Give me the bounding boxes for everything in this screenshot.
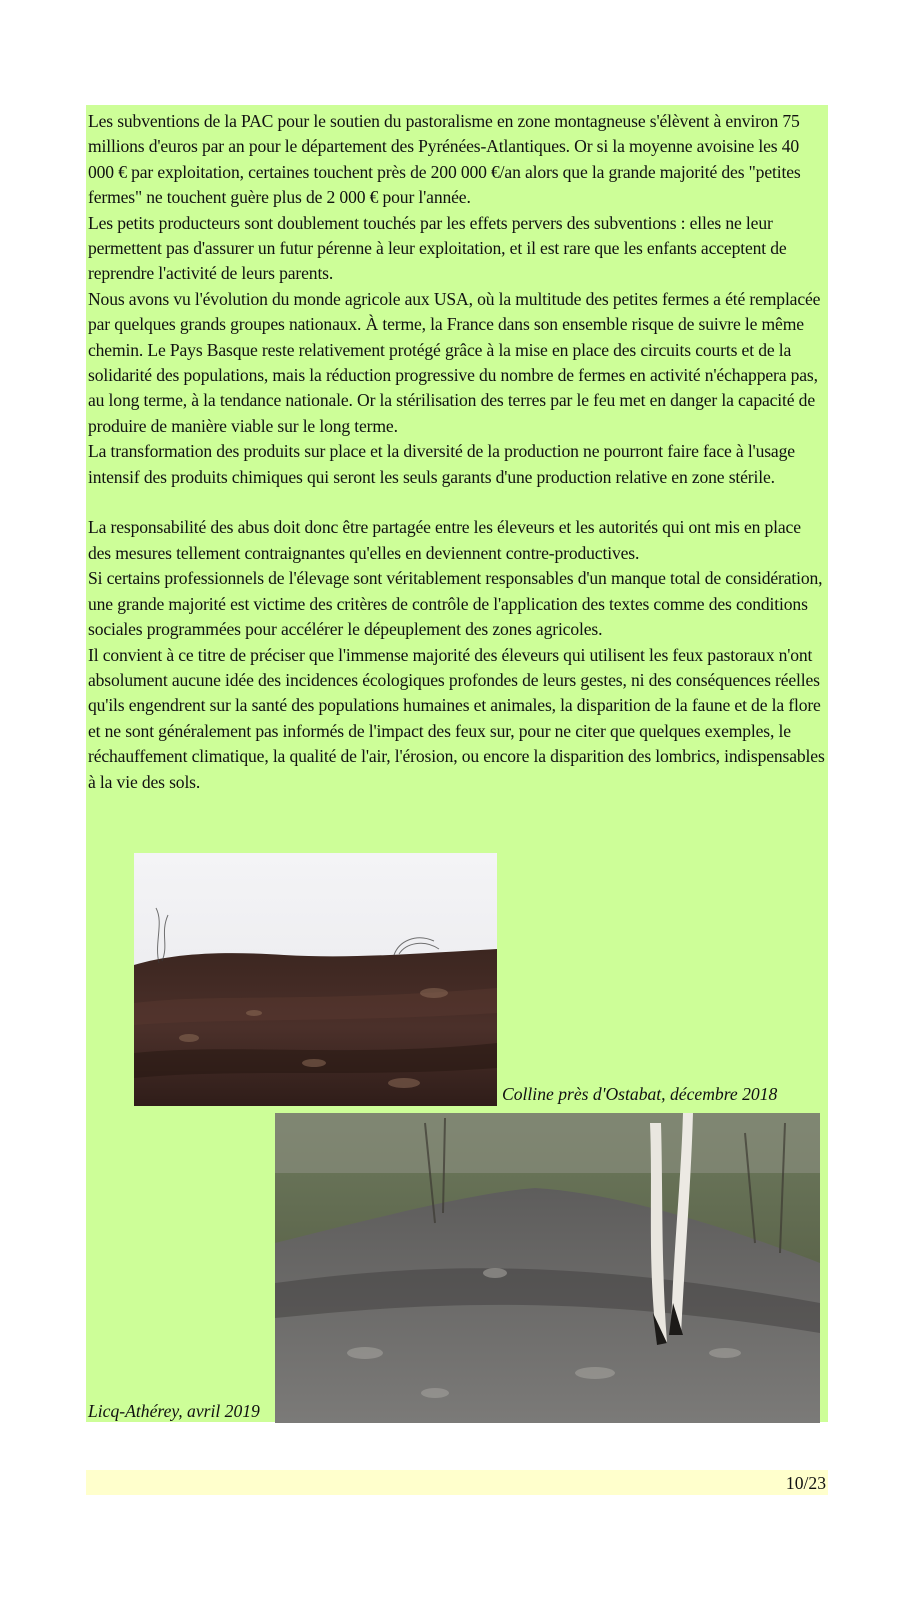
caption-licq-atherey: Licq-Athérey, avril 2019 xyxy=(88,1401,260,1421)
page-footer xyxy=(86,1470,828,1495)
paragraph-spacer xyxy=(88,490,826,515)
photo-burnt-slope-licq-atherey xyxy=(275,1113,820,1423)
paragraph-small-producers: Les petits producteurs sont doublement touchés par les effets pervers des subventions : elles ne leur permettent pas d'assurer un futur pérenne à leur exploitation, et il est rare que les enfants acceptent de reprendre l'activité de leurs parents. xyxy=(88,212,787,284)
article-text xyxy=(88,109,826,795)
caption-ostabat: Colline près d'Ostabat, décembre 2018 xyxy=(502,1084,778,1104)
paragraph-pac-subsidies: Les subventions de la PAC pour le soutien du pastoralisme en zone montagneuse s'élèvent à environ 75 millions d'euros par an pour le département des Pyrénées-Atlantiques. Or si la moyenne avoisine les 40 000 € par exploitation, certaines touchent près de 200 000 €/an alors que la grande majorité des "petites fermes" ne touchent guère plus de 2 000 € pour l'année. xyxy=(88,111,801,208)
paragraph-usa-evolution: Nous avons vu l'évolution du monde agricole aux USA, où la multitude des petites fermes a été remplacée par quelques grands groupes nationaux. À terme, la France dans son ensemble risque de suivre le même chemin. Le Pays Basque reste relativement protégé grâce à la mise en place des circuits courts et de la solidarité des populations, mais la réduction progressive du nombre de fermes en activité n'échappera pas, au long terme, à la tendance nationale. Or la stérilisation des terres par le feu met en danger la capacité de produire de manière viable sur le long terme. xyxy=(88,288,821,436)
photo-burnt-hillside-ostabat xyxy=(134,853,497,1106)
page-number: 10/23 xyxy=(785,1473,826,1493)
paragraph-shared-responsibility: La responsabilité des abus doit donc être partagée entre les éleveurs et les autorités qui ont mis en place des mesures tellement contraignantes qu'elles en deviennent contre-productives. xyxy=(88,517,801,563)
paragraph-ecological-impact: Il convient à ce titre de préciser que l'immense majorité des éleveurs qui utilisent les feux pastoraux n'ont absolument aucune idée des incidences écologiques profondes de leurs gestes, ni des conséquences réelles qu'ils engendrent sur la santé des populations humaines et animales, la disparition de la faune et de la flore et ne sont généralement pas informés de l'impact des feux sur, pour ne citer que quelques exemples, le réchauffement climatique, la qualité de l'air, l'érosion, ou encore la disparition des lombrics, indispensables à la vie des sols. xyxy=(88,644,825,792)
page-content-block xyxy=(86,105,828,1422)
paragraph-local-transformation: La transformation des produits sur place et la diversité de la production ne pourront faire face à l'usage intensif des produits chimiques qui seront les seuls garants d'une production relative en zone stérile. xyxy=(88,441,795,487)
paragraph-professionals: Si certains professionnels de l'élevage sont véritablement responsables d'un manque total de considération, une grande majorité est victime des critères de contrôle de l'application des textes comme des conditions sociales programmées pour accélérer le dépeuplement des zones agricoles. xyxy=(88,568,823,640)
